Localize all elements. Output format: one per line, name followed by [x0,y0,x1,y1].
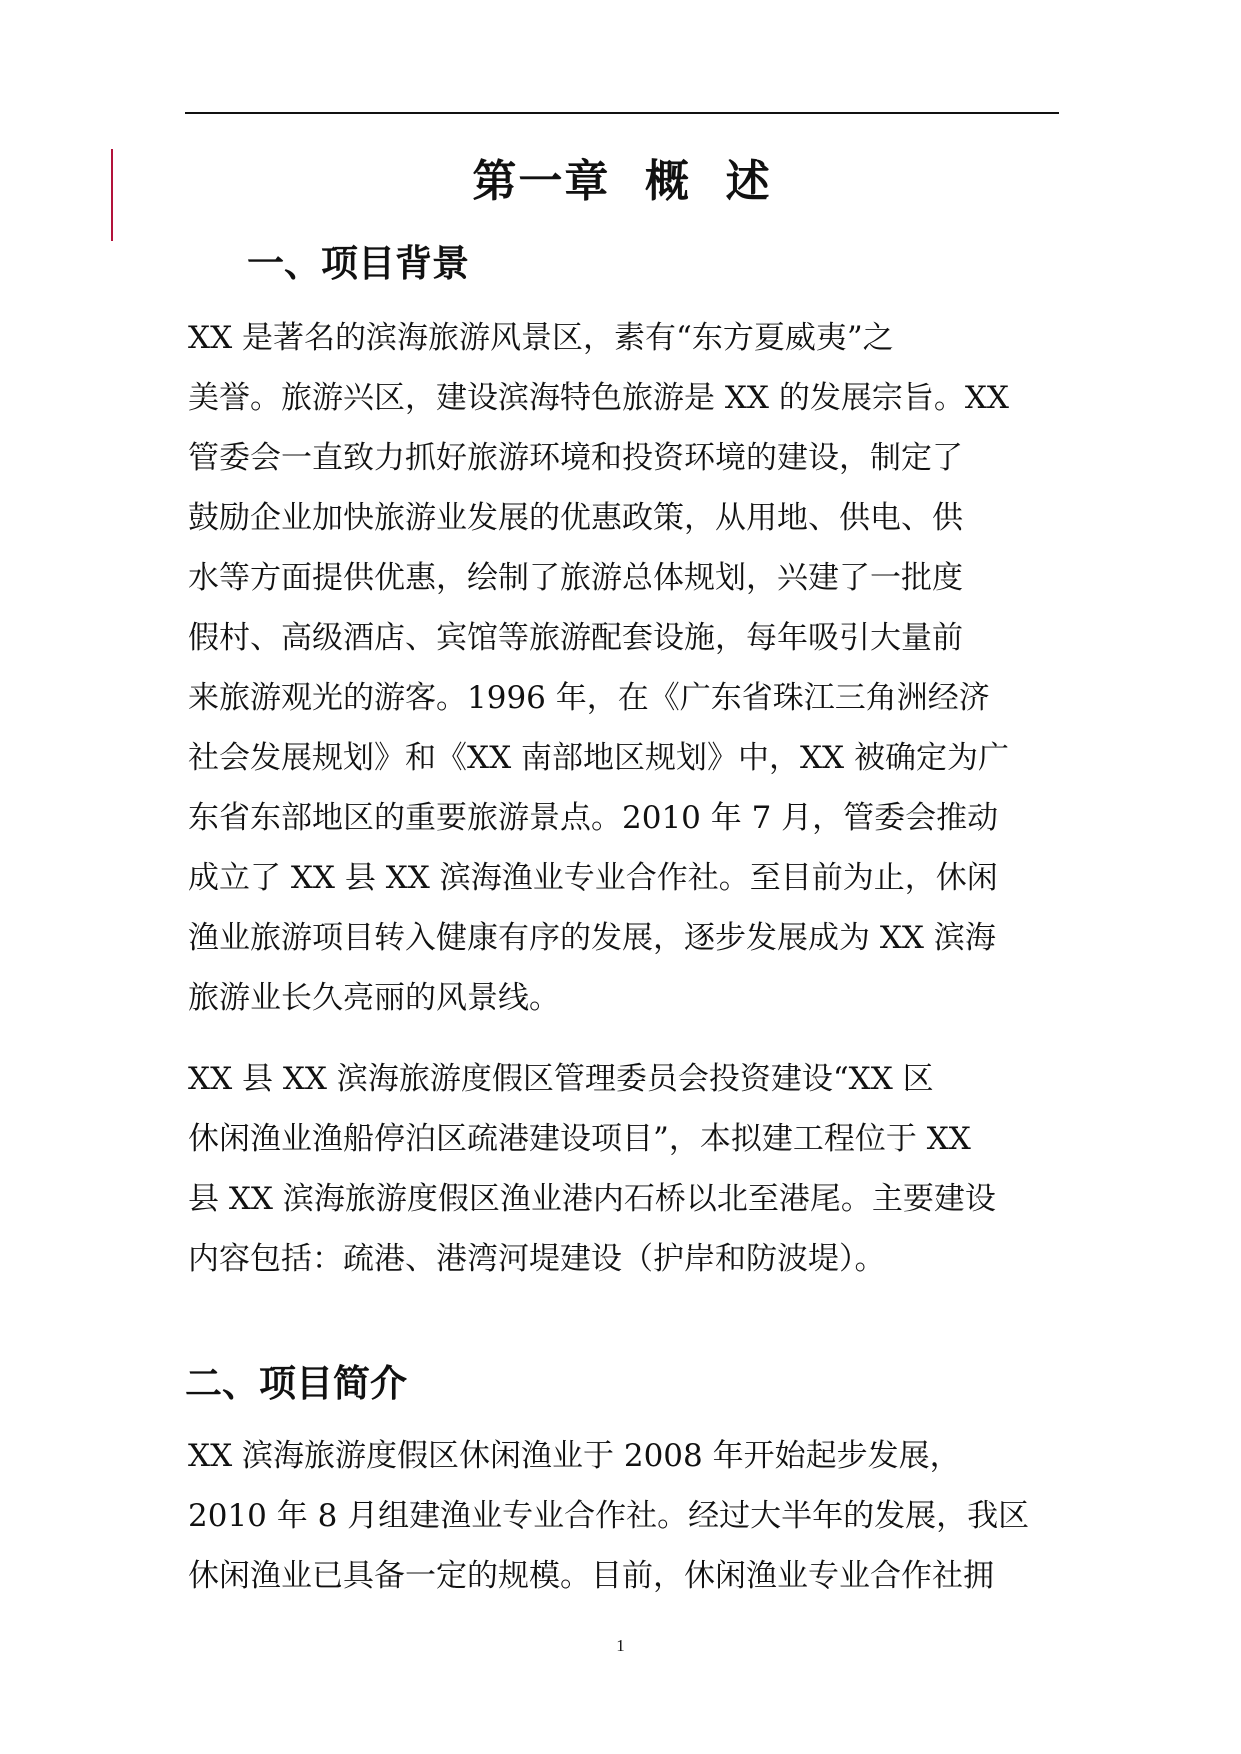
body-line: XX 滨海旅游度假区休闲渔业于 2008 年开始起步发展， [188,1438,961,1474]
chapter-title: 第一章 概 述 [472,156,772,207]
section-heading-introduction: 二、项目简介 [185,1362,407,1405]
body-line: 水等方面提供优惠，绘制了旅游总体规划，兴建了一批度 [188,560,963,596]
body-line: 东省东部地区的重要旅游景点。2010 年 7 月，管委会推动 [188,800,999,836]
body-line: 美誉。旅游兴区，建设滨海特色旅游是 XX 的发展宗旨。XX [188,380,1009,416]
body-line: 鼓励企业加快旅游业发展的优惠政策，从用地、供电、供 [188,500,963,536]
body-line: 来旅游观光的游客。1996 年，在《广东省珠江三角洲经济 [188,680,990,716]
section-heading-background: 一、项目背景 [247,242,469,285]
body-line: 2010 年 8 月组建渔业专业合作社。经过大半年的发展，我区 [188,1498,1030,1534]
body-line: 假村、高级酒店、宾馆等旅游配套设施，每年吸引大量前 [188,620,963,656]
body-line: 旅游业长久亮丽的风景线。 [188,980,560,1016]
body-line: XX 是著名的滨海旅游风景区，素有“东方夏威夷”之 [188,320,894,356]
page-number: 1 [616,1636,625,1655]
header-rule [185,112,1059,114]
margin-mark [111,149,113,241]
body-line: 成立了 XX 县 XX 滨海渔业专业合作社。至目前为止，休闲 [188,860,998,896]
body-line: 休闲渔业渔船停泊区疏港建设项目”，本拟建工程位于 XX [188,1121,971,1157]
body-line: 管委会一直致力抓好旅游环境和投资环境的建设，制定了 [188,440,963,476]
body-line: 渔业旅游项目转入健康有序的发展，逐步发展成为 XX 滨海 [188,920,996,956]
body-line: 内容包括：疏港、港湾河堤建设（护岸和防波堤）。 [188,1241,886,1277]
body-line: 社会发展规划》和《XX 南部地区规划》中，XX 被确定为广 [188,740,1009,776]
body-line: 休闲渔业已具备一定的规模。目前，休闲渔业专业合作社拥 [188,1558,994,1594]
body-line: XX 县 XX 滨海旅游度假区管理委员会投资建设“XX 区 [188,1061,934,1097]
body-line: 县 XX 滨海旅游度假区渔业港内石桥以北至港尾。主要建设 [188,1181,996,1217]
